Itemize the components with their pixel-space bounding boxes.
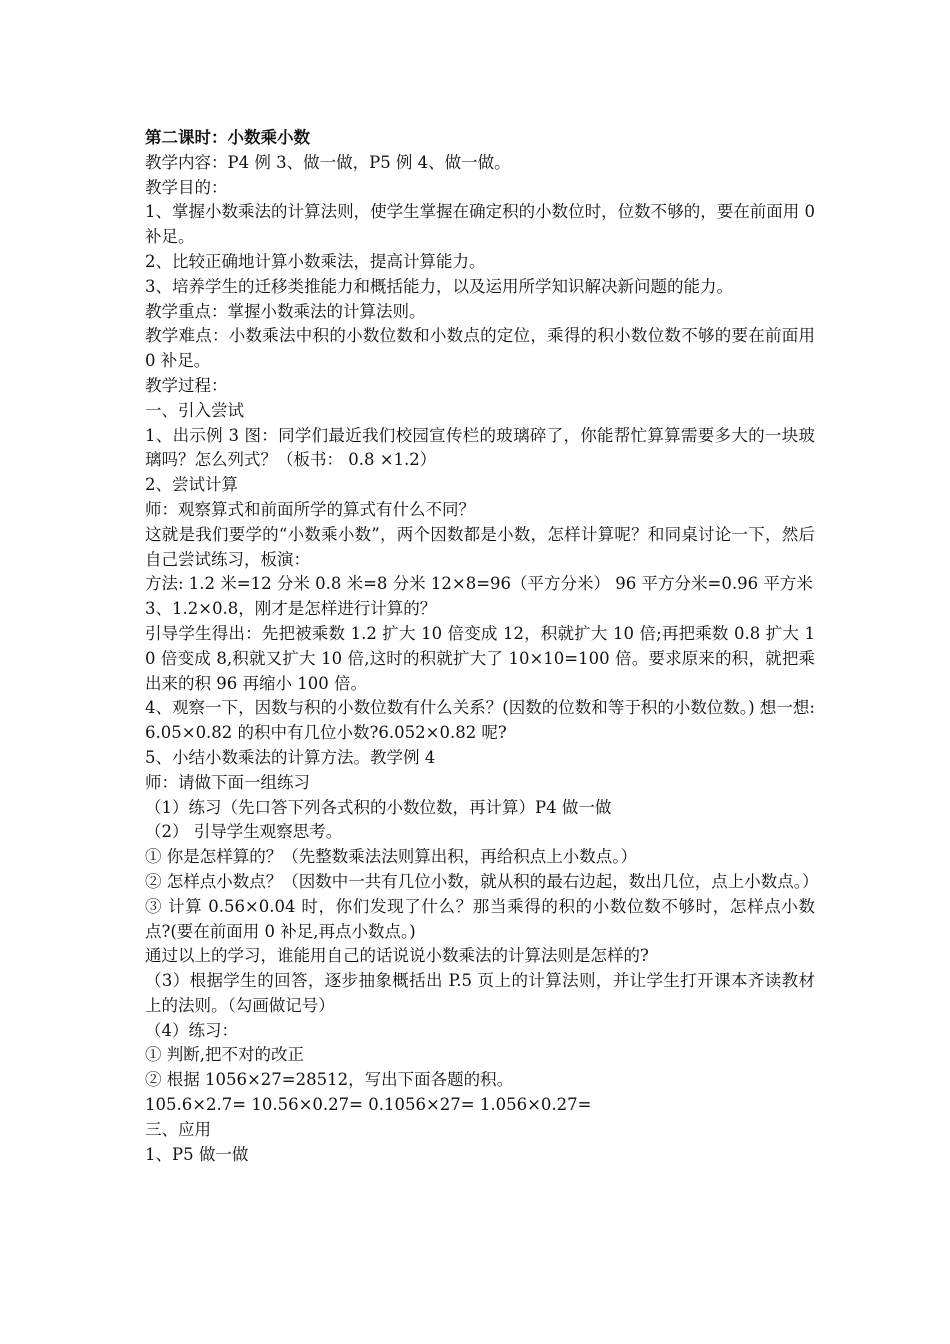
exercise-circle-2: ② 根据 1056×27=28512，写出下面各题的积。 (145, 1070, 514, 1090)
goal-2: 2、比较正确地计算小数乘法，提高计算能力。 (145, 251, 486, 271)
teacher-exercise-intro: 师：请做下面一组练习 (145, 772, 310, 792)
teaching-content: 教学内容：P4 例 3、做一做，P5 例 4、做一做。 (145, 152, 511, 172)
question-circle-2: ② 怎样点小数点？（因数中一共有几位小数，就从积的最右边起，数出几位，点上小数点。） (145, 871, 819, 891)
exercise-2: （2） 引导学生观察思考。 (145, 822, 343, 842)
introduction-paragraph: 这就是我们要学的“小数乘小数”，两个因数都是小数，怎样计算呢？和同桌讨论一下，然后自己尝试练习，板演： (145, 524, 815, 569)
question-circle-3: ③ 计算 0.56×0.04 时，你们发现了什么？那当乘得的积的小数位数不够时，怎样点小数点?(要在前面用 0 补足,再点小数点。) (145, 896, 815, 941)
guidance-paragraph: 引导学生得出：先把被乘数 1.2 扩大 10 倍变成 12，积就扩大 10 倍;再把乘数 0.8 扩大 10 倍变成 8,积就又扩大 10 倍,这时的积就扩大了 10×10=100 倍。要求原来的积，就把乘出来的积 96 再缩小 100 倍。 (145, 623, 815, 693)
section-1-heading: 一、引入尝试 (145, 400, 244, 420)
rule-summary-question: 通过以上的学习，谁能用自己的话说说小数乘法的计算法则是怎样的? (145, 946, 649, 966)
teaching-goals-heading: 教学目的： (145, 177, 228, 197)
method-paragraph: 方法: 1.2 米=12 分米 0.8 米=8 分米 12×8=96（平方分米） 96 平方分米=0.96 平方米 (145, 574, 813, 594)
teaching-focus: 教学重点：掌握小数乘法的计算法则。 (145, 301, 426, 321)
step-4-observation: 4、观察一下，因数与积的小数位数有什么关系？(因数的位数和等于积的小数位数。) 想一想:6.05×0.82 的积中有几位小数?6.052×0.82 呢? (145, 698, 815, 743)
step-5-summary: 5、小结小数乘法的计算方法。教学例 4 (145, 747, 436, 767)
exercise-1: （1）练习（先口答下列各式积的小数位数，再计算）P4 做一做 (145, 797, 612, 817)
question-circle-1: ① 你是怎样算的？（先整数乘法法则算出积，再给积点上小数点。） (145, 847, 637, 867)
goal-1: 1、掌握小数乘法的计算法则，使学生掌握在确定积的小数位时，位数不够的，要在前面用 0 补足。 (145, 202, 815, 247)
step-2-trial-calculation: 2、尝试计算 (145, 475, 238, 495)
teaching-process-heading: 教学过程： (145, 375, 228, 395)
products-line: 105.6×2.7= 10.56×0.27= 0.1056×27= 1.056×0.27= (145, 1095, 592, 1115)
lesson-title: 第二课时：小数乘小数 (145, 128, 310, 147)
exercise-4-heading: （4）练习： (145, 1020, 238, 1040)
lesson-plan-document (145, 126, 819, 1167)
section-3-heading: 三、应用 (145, 1119, 211, 1139)
goal-3: 3、培养学生的迁移类推能力和概括能力，以及运用所学知识解决新问题的能力。 (145, 276, 733, 296)
step-1-example-3: 1、出示例 3 图：同学们最近我们校园宣传栏的玻璃碎了，你能帮忙算算需要多大的一块玻璃吗？怎么列式？（板书： 0.8 ×1.2） (145, 425, 815, 470)
exercise-circle-1: ① 判断,把不对的改正 (145, 1045, 304, 1065)
exercise-3: （3）根据学生的回答，逐步抽象概括出 P.5 页上的计算法则，并让学生打开课本齐读教材上的法则。（勾画做记号） (145, 971, 815, 1015)
teaching-difficulty: 教学难点：小数乘法中积的小数位数和小数点的定位，乘得的积小数位数不够的要在前面用 0 补足。 (145, 326, 815, 371)
application-1: 1、P5 做一做 (145, 1144, 249, 1164)
teacher-question-1: 师：观察算式和前面所学的算式有什么不同？ (145, 499, 475, 519)
step-3-question: 3、1.2×0.8，刚才是怎样进行计算的？ (145, 599, 437, 619)
